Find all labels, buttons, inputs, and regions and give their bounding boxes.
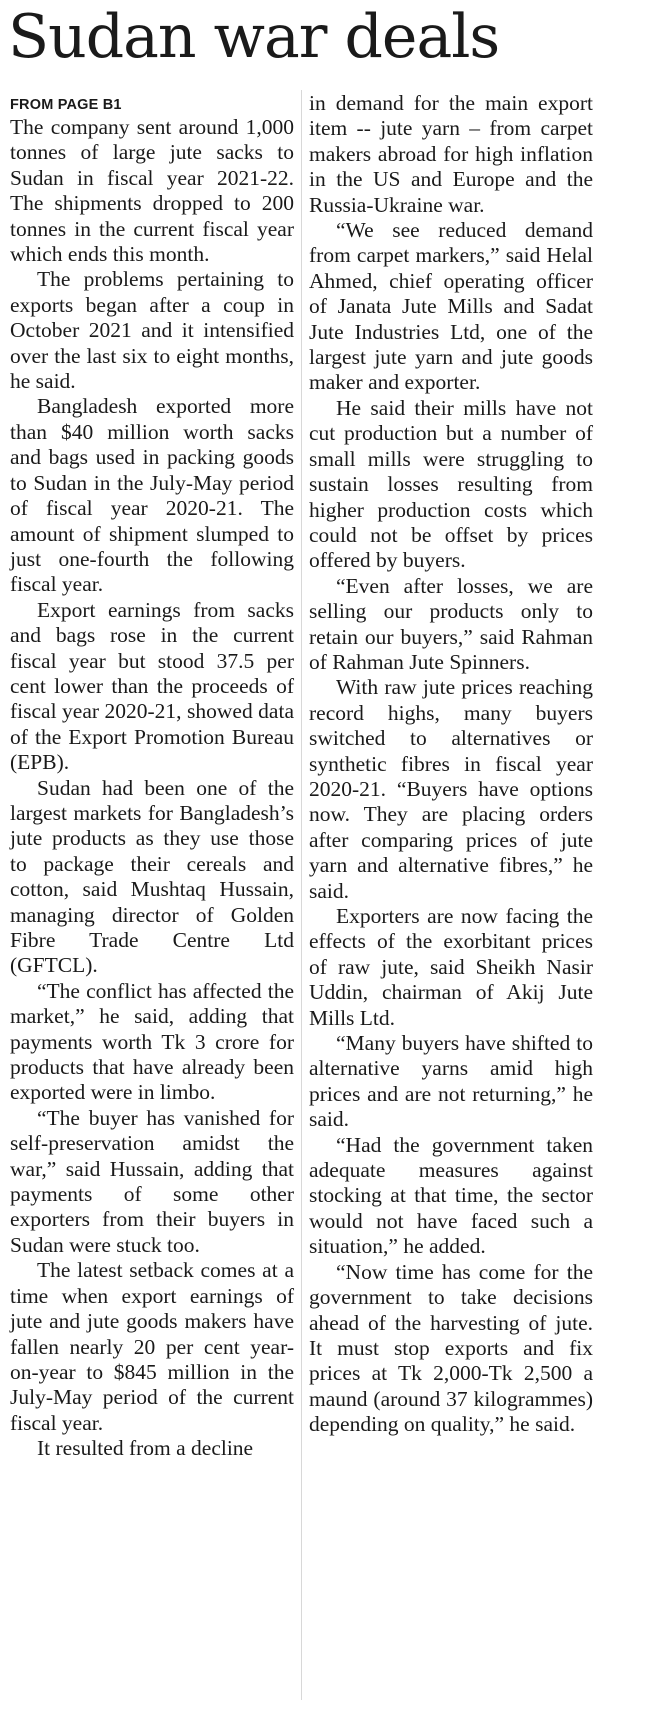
paragraph: “Many buyers have shifted to alternative yarns amid high prices and are not returning,” he said. bbox=[309, 1031, 593, 1132]
paragraph: “The conflict has affected the market,” he said, adding that payments worth Tk 3 crore for products that have already been exported were in limbo. bbox=[10, 978, 294, 1105]
paragraph: in demand for the main export item -- jute yarn – from carpet makers abroad for high inflation in the US and Europe and the Russia-Ukraine war. bbox=[309, 91, 593, 217]
paragraph: He said their mills have not cut production but a number of small mills were struggling to sustain losses resulting from higher production costs which could not be offset by prices offered by buyers. bbox=[309, 395, 593, 573]
paragraph: “The buyer has vanished for self-preservation amidst the war,” said Hussain, adding that payments of some other exporters from their buyers in Sudan were stuck too. bbox=[10, 1105, 294, 1257]
paragraph: Export earnings from sacks and bags rose in the current fiscal year but stood 37.5 per cent lower than the proceeds of fiscal year 2020-21, showed data of the Export Promotion Bureau (EPB). bbox=[10, 597, 294, 775]
paragraph: “Had the government taken adequate measures against stocking at that time, the sector would not have faced such a situation,” he added. bbox=[309, 1132, 593, 1259]
kicker: FROM PAGE B1 bbox=[10, 97, 122, 113]
paragraph: The problems pertaining to exports began after a coup in October 2021 and it intensified over the last six to eight months, he said. bbox=[10, 267, 294, 394]
paragraph: Exporters are now facing the effects of the exorbitant prices of raw jute, said Sheikh Nasir Uddin, chairman of Akij Jute Mills Ltd. bbox=[309, 904, 593, 1030]
paragraph: With raw jute prices reaching record highs, many buyers switched to alternatives or synthetic fibres in fiscal year 2020-21. “Buyers have options now. They are placing orders after comparing prices of jute yarn and alternative fibres,” he said. bbox=[309, 675, 593, 903]
paragraph: Sudan had been one of the largest markets for Bangladesh’s jute products as they use those to package their cereals and cotton, said Mushtaq Hussain, managing director of Golden Fibre Trade Centre Ltd (GFTCL). bbox=[10, 775, 294, 978]
paragraph: The latest setback comes at a time when export earnings of jute and jute goods makers have fallen nearly 20 per cent year-on-year to $845 million in the July-May period of the current fiscal year. bbox=[10, 1258, 294, 1435]
paragraph: “Now time has come for the government to take decisions ahead of the harvesting of jute. It must stop exports and fix prices at Tk 2,000-Tk 2,500 a maund (around 37 kilogrammes) depending on quality,” he said. bbox=[309, 1259, 593, 1437]
paragraph: The company sent around 1,000 tonnes of large jute sacks to Sudan in fiscal year 2021-22. The shipments dropped to 200 tonnes in the current fiscal year which ends this month. bbox=[10, 115, 294, 267]
paragraph: “Even after losses, we are selling our products only to retain our buyers,” said Rahman of Rahman Jute Spinners. bbox=[309, 573, 593, 674]
right-column bbox=[309, 91, 593, 1438]
left-column bbox=[10, 95, 294, 1462]
headline: Sudan war deals bbox=[8, 2, 500, 72]
column-divider bbox=[301, 90, 302, 1700]
paragraph: It resulted from a decline bbox=[37, 1436, 254, 1461]
paragraph: “We see reduced demand from carpet markers,” said Helal Ahmed, chief operating officer of Janata Jute Mills and Sadat Jute Industries Ltd, one of the largest jute yarn and jute goods maker and exporter. bbox=[309, 218, 593, 395]
paragraph: Bangladesh exported more than $40 million worth sacks and bags used in packing goods to Sudan in the July-May period of fiscal year 2020-21. The amount of shipment slumped to just one-fourth the following fiscal year. bbox=[10, 394, 294, 597]
